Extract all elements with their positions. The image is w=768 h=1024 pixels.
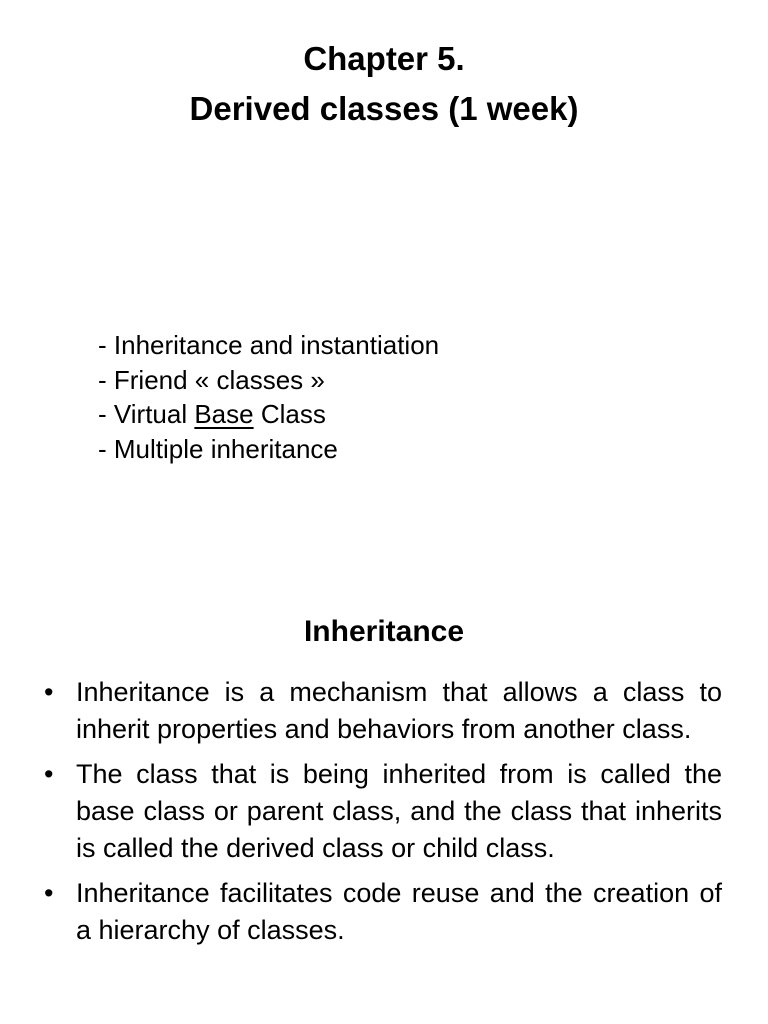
bullet-item bbox=[44, 756, 722, 867]
bullet-marker: • bbox=[44, 759, 54, 789]
topic-text: - Multiple inheritance bbox=[98, 433, 338, 464]
bullet-marker: • bbox=[44, 677, 54, 707]
section-title: Inheritance bbox=[303, 615, 465, 648]
bullet-item bbox=[44, 875, 722, 949]
bullet-marker: • bbox=[44, 878, 54, 908]
bullet-text: Inheritance facilitates code reuse and the creation of a hierarchy of classes. bbox=[76, 878, 722, 945]
topic-text: - Friend « classes » bbox=[98, 364, 325, 395]
topic-text: - Inheritance and instantiation bbox=[98, 330, 440, 360]
chapter-title: Chapter 5. bbox=[303, 40, 465, 77]
bullet-item bbox=[44, 674, 722, 748]
bullet-list bbox=[44, 674, 722, 957]
topic-text: - Virtual bbox=[98, 399, 195, 429]
topic-item bbox=[98, 363, 439, 398]
bullet-text: Inheritance is a mechanism that allows a class to inherit properties and behaviors from another class. bbox=[76, 677, 722, 744]
bullet-text: The class that is being inherited from is called the base class or parent class, and the class that inherits is called the derived class or child class. bbox=[76, 759, 722, 863]
topic-item bbox=[98, 397, 439, 432]
topic-underlined-word: Base bbox=[194, 399, 254, 429]
topic-text-suffix: Class bbox=[253, 399, 326, 429]
topic-item bbox=[98, 432, 439, 467]
topic-item bbox=[98, 328, 439, 363]
chapter-subtitle: Derived classes (1 week) bbox=[189, 90, 579, 127]
topic-list bbox=[98, 328, 439, 466]
